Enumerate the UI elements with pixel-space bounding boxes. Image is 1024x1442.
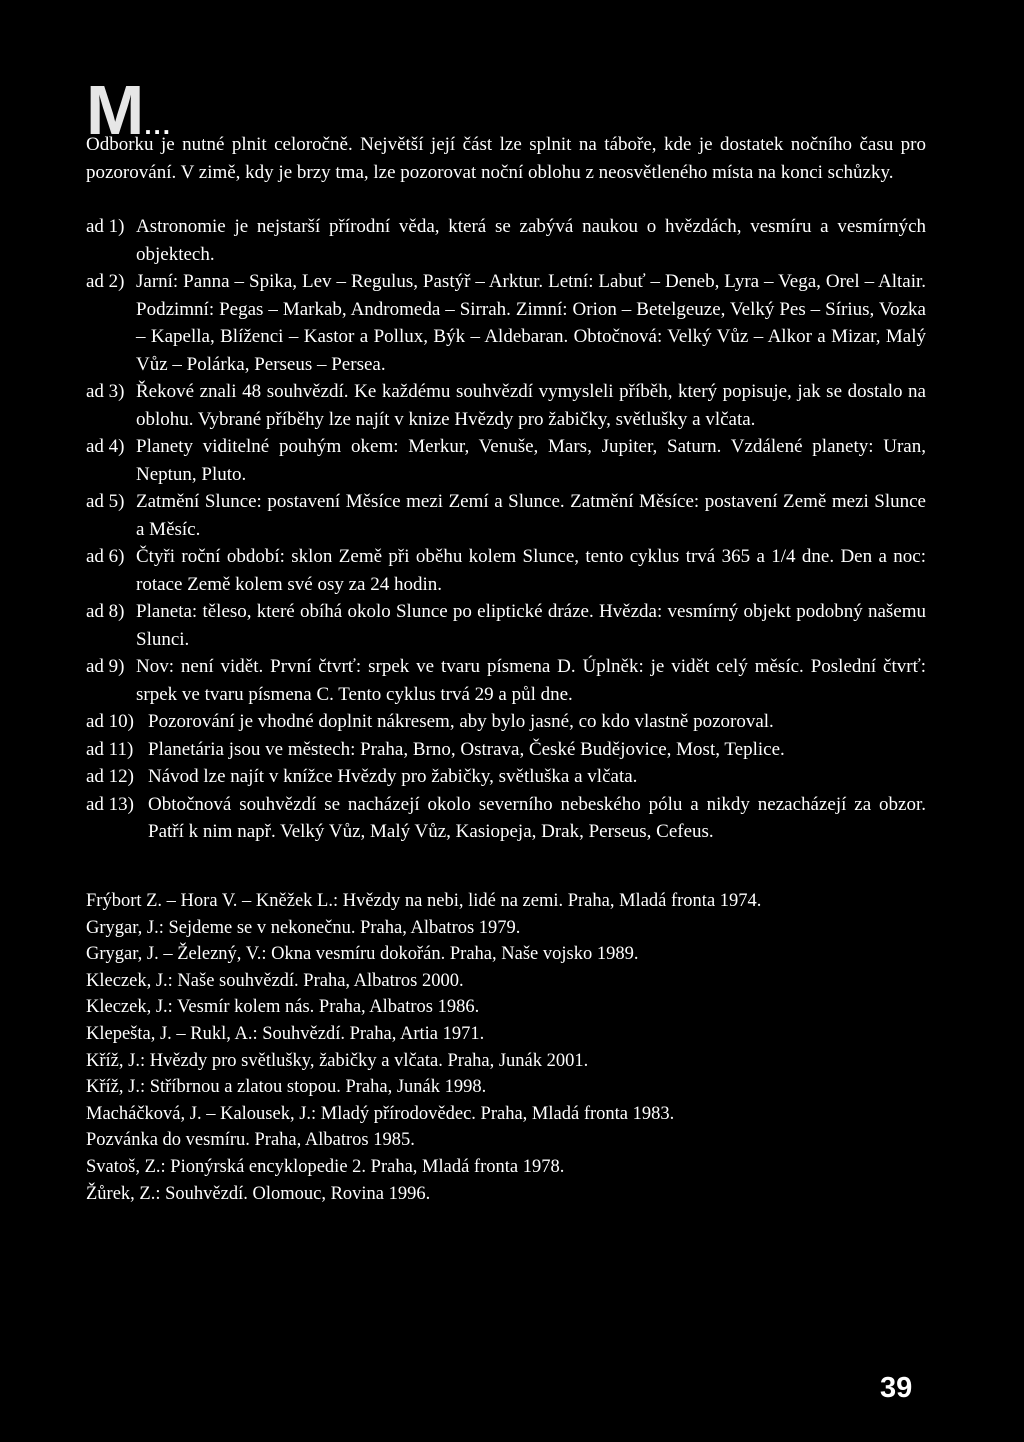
reference-item: Svatoš, Z.: Pionýrská encyklopedie 2. Praha, Mladá fronta 1978.: [86, 1156, 565, 1177]
answer-label: ad 3): [86, 381, 125, 402]
answer-item: [86, 791, 926, 846]
reference-item: Kříž, J.: Hvězdy pro světlušky, žabičky a vlčata. Praha, Junák 2001.: [86, 1050, 589, 1071]
answer-item: [86, 736, 926, 764]
answer-item: [86, 378, 926, 433]
answer-item: [86, 598, 926, 653]
reference-item: Macháčková, J. – Kalousek, J.: Mladý přírodovědec. Praha, Mladá fronta 1983.: [86, 1103, 675, 1124]
answer-label: ad 11): [86, 738, 134, 760]
answer-label: ad 5): [86, 491, 125, 512]
answer-label: ad 2): [86, 271, 125, 292]
reference-item: Pozvánka do vesmíru. Praha, Albatros 1985.: [86, 1130, 415, 1151]
answer-text: Nov: není vidět. První čtvrť: srpek ve tvaru písmena D. Úplněk: je vidět celý měsíc. Poslední čtvrť: srpek ve tvaru písmena C. Tento cyklus trvá 29 a půl dne.: [136, 656, 926, 705]
answer-text: Zatmění Slunce: postavení Měsíce mezi Zemí a Slunce. Zatmění Měsíce: postavení Země mezi Slunce a Měsíc.: [136, 491, 926, 540]
answer-label: ad 8): [86, 601, 125, 622]
answers-list: [86, 213, 926, 846]
answer-text: Astronomie je nejstarší přírodní věda, která se zabývá naukou o hvězdách, vesmíru a vesmírných objektech.: [136, 216, 926, 265]
answer-item: [86, 708, 926, 736]
reference-item: Grygar, J.: Sejdeme se v nekonečnu. Praha, Albatros 1979.: [86, 917, 521, 938]
answer-item: [86, 653, 926, 708]
reference-item: Grygar, J. – Železný, V.: Okna vesmíru dokořán. Praha, Naše vojsko 1989.: [86, 944, 639, 965]
answer-text: Planety viditelné pouhým okem: Merkur, Venuše, Mars, Jupiter, Saturn. Vzdálené planety: Uran, Neptun, Pluto.: [136, 436, 926, 485]
answer-label: ad 10): [86, 711, 135, 732]
reference-item: Kříž, J.: Stříbrnou a zlatou stopou. Praha, Junák 1998.: [86, 1077, 487, 1098]
answer-label: ad 1): [86, 216, 125, 237]
reference-item: Kleczek, J.: Vesmír kolem nás. Praha, Albatros 1986.: [86, 997, 480, 1018]
answer-label: ad 6): [86, 546, 125, 567]
reference-item: Frýbort Z. – Hora V. – Kněžek L.: Hvězdy na nebi, lidé na zemi. Praha, Mladá fronta 1974.: [86, 891, 762, 911]
reference-item: Žůrek, Z.: Souhvězdí. Olomouc, Rovina 1996.: [86, 1183, 431, 1204]
answer-item: [86, 268, 926, 378]
answer-text: Pozorování je vhodné doplnit nákresem, aby bylo jasné, co kdo vlastně pozoroval.: [148, 711, 774, 732]
answer-item: [86, 763, 926, 791]
answer-label: ad 12): [86, 766, 135, 787]
references-list: [86, 888, 946, 1207]
page-number: 39: [880, 1372, 913, 1404]
answer-text: Řekové znali 48 souhvězdí. Ke každému souhvězdí vymysleli příběh, který popisuje, jak se dostalo na oblohu. Vybrané příběhy lze najít v knize Hvězdy pro žabičky, světlušky a vlčata.: [136, 381, 926, 430]
answer-label: ad 4): [86, 436, 125, 457]
intro-paragraph: Odborku je nutné plnit celoročně. Největší její část lze splnit na táboře, kde je dostatek nočního času pro pozorování. V zimě, kdy je brzy tma, lze pozorovat noční oblohu z neosvětleného místa na konci schůzky.: [86, 134, 926, 183]
answer-item: [86, 213, 926, 268]
answer-text: Čtyři roční období: sklon Země při oběhu kolem Slunce, tento cyklus trvá 365 a 1/4 dne. Den a noc: rotace Země kolem své osy za 24 hodin.: [136, 546, 926, 595]
answer-text: Jarní: Panna – Spika, Lev – Regulus, Pastýř – Arktur. Letní: Labuť – Deneb, Lyra – Vega, Orel – Altair. Podzimní: Pegas – Markab, Andromeda – Sirrah. Zimní: Orion – Betelgeuze, Velký Pes – Sírius, Vozka – Kapella, Blíženci – Kastor a Pollux, Býk – Aldebaran. Obtočnová: Velký Vůz – Alkor a Mizar, Malý Vůz – Polárka, Perseus – Persea.: [136, 271, 926, 375]
answer-text: Návod lze najít v knížce Hvězdy pro žabičky, světluška a vlčata.: [148, 766, 638, 787]
answer-item: [86, 488, 926, 543]
answer-label: ad 13): [86, 793, 135, 815]
answer-item: [86, 433, 926, 488]
reference-item: Klepešta, J. – Rukl, A.: Souhvězdí. Praha, Artia 1971.: [86, 1023, 485, 1044]
answer-text: Planetária jsou ve městech: Praha, Brno, Ostrava, České Budějovice, Most, Teplice.: [148, 738, 785, 760]
heading-dots: ...: [144, 110, 172, 140]
answer-label: ad 9): [86, 656, 125, 677]
answer-text: Obtočnová souhvězdí se nacházejí okolo severního nebeského pólu a nikdy nezacházejí za obzor. Patří k nim např. Velký Vůz, Malý Vůz, Kasiopeja, Drak, Perseus, Cefeus.: [148, 793, 926, 842]
answer-item: [86, 543, 926, 598]
heading-letter: M: [86, 71, 143, 149]
answer-text: Planeta: těleso, které obíhá okolo Slunce po eliptické dráze. Hvězda: vesmírný objekt podobný našemu Slunci.: [136, 601, 926, 650]
reference-item: Kleczek, J.: Naše souhvězdí. Praha, Albatros 2000.: [86, 970, 464, 991]
